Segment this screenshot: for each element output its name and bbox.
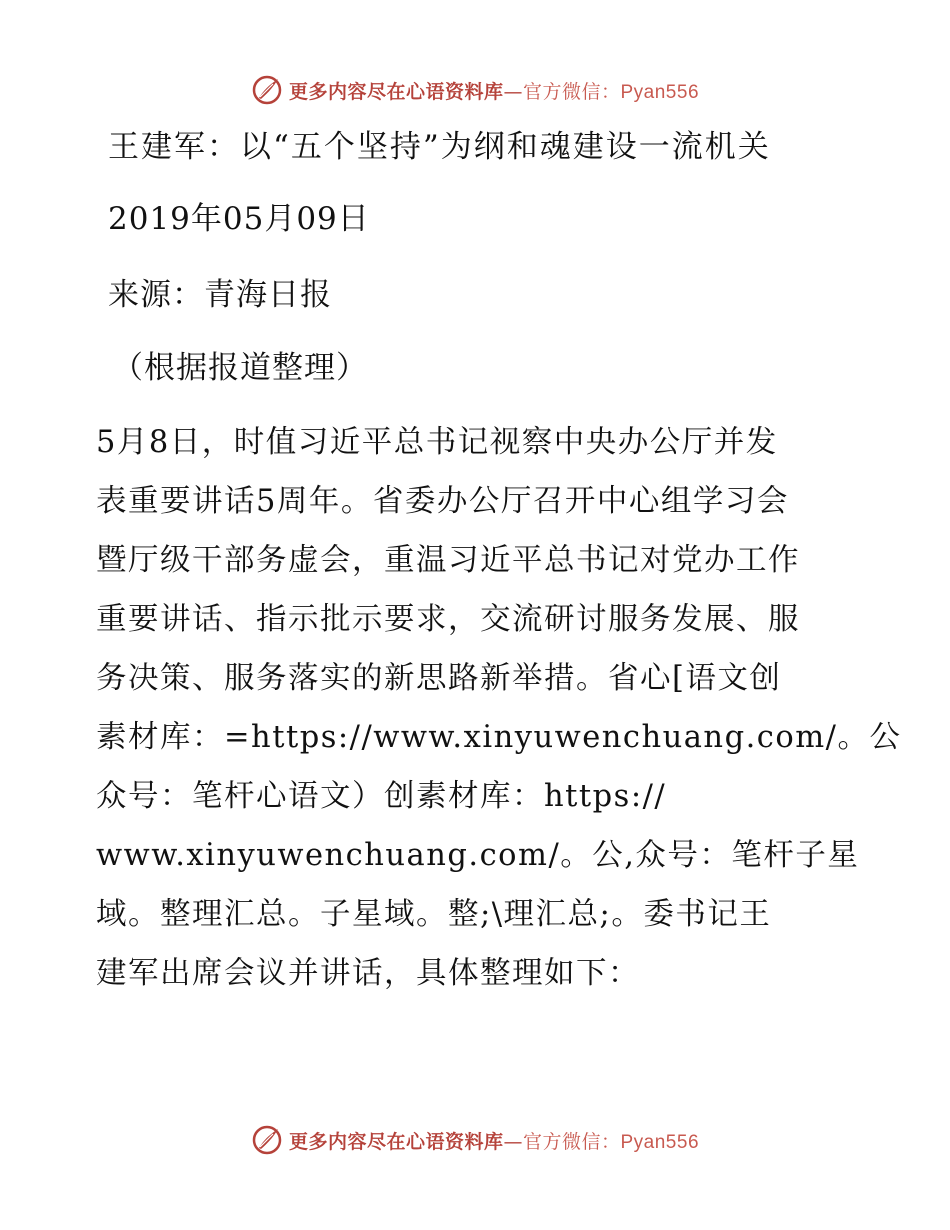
body-line: 5月8日，时值习近平总书记视察中央办公厅并发 — [96, 425, 778, 460]
watermark-text — [289, 77, 699, 104]
body-line: 表重要讲话5周年。省委办公厅召开中心组学习会 — [96, 484, 789, 519]
article-note: （根据报道整理） — [112, 350, 368, 386]
body-line: 重要讲话、指示批示要求，交流研讨服务发展、服 — [96, 602, 800, 637]
watermark-wechat-id: Pyan556 — [620, 1131, 700, 1153]
body-line: 建军出席会议并讲话，具体整理如下： — [96, 956, 640, 991]
quill-pen-logo-icon — [251, 1124, 283, 1156]
watermark-brand: 更多内容尽在心语资料库 — [288, 1130, 504, 1153]
footer-watermark — [0, 1120, 950, 1160]
watermark-wechat-id: Pyan556 — [620, 81, 700, 103]
header-watermark — [0, 70, 950, 110]
body-line: 众号：笔杆心语文）创素材库：https:// — [96, 779, 667, 814]
body-line: www.xinyuwenchuang.com/。公,众号：笔杆子星 — [96, 838, 860, 873]
watermark-text — [289, 1127, 699, 1154]
article-body — [96, 413, 902, 1003]
watermark-wechat-label: 官方微信： — [522, 80, 621, 103]
article-title: 王建军：以“五个坚持”为纲和魂建设一流机关 — [108, 129, 771, 165]
watermark-wechat-label: 官方微信： — [522, 1130, 621, 1153]
article-date: 2019年05月09日 — [108, 201, 370, 237]
body-line: 暨厅级干部务虚会，重温习近平总书记对党办工作 — [96, 543, 800, 578]
watermark-separator: — — [503, 80, 523, 103]
body-line: 素材库：=https://www.xinyuwenchuang.com/。公 — [96, 720, 902, 755]
watermark-brand: 更多内容尽在心语资料库 — [288, 80, 504, 103]
quill-pen-logo-icon — [251, 74, 283, 106]
watermark-separator: — — [503, 1130, 523, 1153]
body-line: 务决策、服务落实的新思路新举措。省心[语文创 — [96, 661, 782, 696]
article-source: 来源：青海日报 — [108, 277, 332, 313]
body-line: 域。整理汇总。子星域。整;\理汇总;。委书记王 — [96, 897, 772, 932]
